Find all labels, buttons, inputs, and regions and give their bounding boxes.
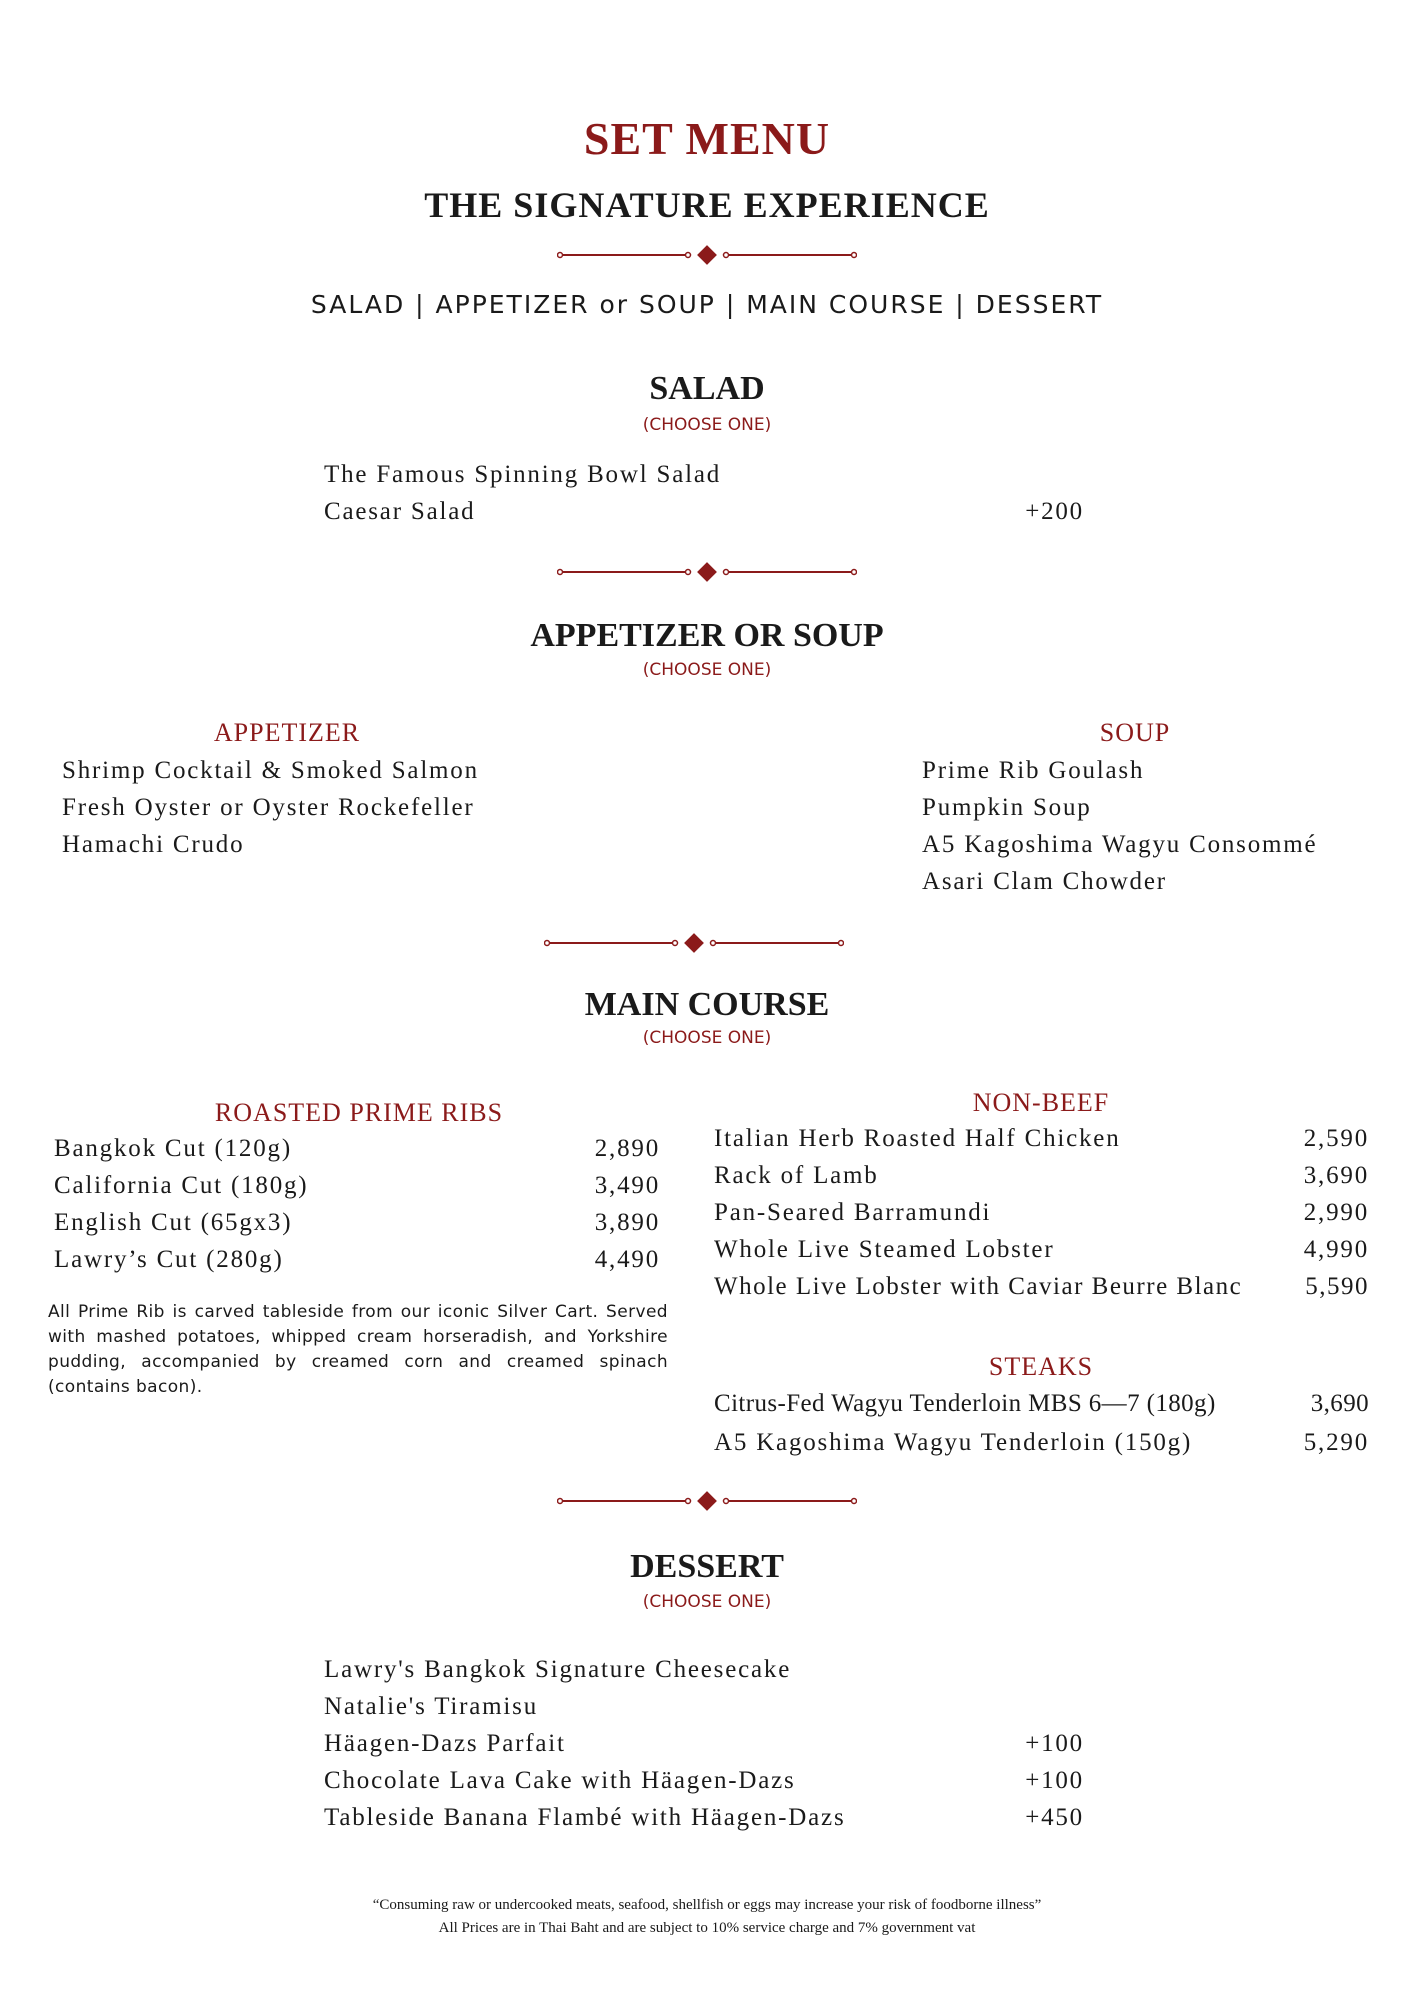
prime-ribs-list	[54, 1130, 660, 1278]
item-name: California Cut (180g)	[54, 1172, 309, 1199]
item-name: Chocolate Lava Cake with Häagen-Dazs	[324, 1767, 796, 1794]
appetizer-soup-choose: (CHOOSE ONE)	[642, 660, 772, 680]
item-name: Whole Live Lobster with Caviar Beurre Blanc	[714, 1273, 1243, 1300]
salad-choose: (CHOOSE ONE)	[642, 415, 772, 435]
list-item: Asari Clam Chowder	[922, 868, 1167, 895]
ornament-divider	[0, 1491, 1414, 1511]
appetizer-list	[62, 752, 479, 863]
menu-subtitle: THE SIGNATURE EXPERIENCE	[424, 185, 990, 225]
soup-title: SOUP	[1099, 718, 1171, 747]
ornament-icon	[557, 562, 857, 582]
dessert-title: DESSERT	[630, 1548, 784, 1585]
list-item	[54, 1204, 660, 1241]
item-price: 3,690	[1310, 1390, 1369, 1417]
ornament-divider	[0, 245, 1414, 265]
item-price: 3,490	[594, 1172, 660, 1199]
list-item	[714, 1157, 1369, 1194]
course-summary: SALAD | APPETIZER or SOUP | MAIN COURSE | DESSERT	[310, 290, 1104, 319]
appetizer-soup-title: APPETIZER OR SOUP	[530, 617, 884, 654]
list-item: Shrimp Cocktail & Smoked Salmon	[62, 757, 479, 784]
item-name: Caesar Salad	[324, 498, 476, 525]
list-item	[324, 1762, 1084, 1799]
item-price: 5,590	[1305, 1273, 1369, 1300]
ornament-divider	[544, 933, 844, 953]
item-price: 4,490	[594, 1246, 660, 1273]
item-price: +100	[1025, 1730, 1084, 1757]
list-item	[714, 1231, 1369, 1268]
list-item	[714, 1268, 1369, 1305]
list-item: Hamachi Crudo	[62, 831, 245, 858]
list-item	[714, 1120, 1369, 1157]
salad-list	[324, 456, 1084, 530]
dessert-choose: (CHOOSE ONE)	[642, 1592, 772, 1612]
salad-title: SALAD	[649, 370, 765, 407]
item-name: Tableside Banana Flambé with Häagen-Dazs	[324, 1804, 846, 1831]
list-item: Prime Rib Goulash	[922, 757, 1145, 784]
main-course-choose: (CHOOSE ONE)	[642, 1028, 772, 1048]
list-item	[54, 1241, 660, 1278]
list-item: Pumpkin Soup	[922, 794, 1092, 821]
footer-disclaimer: “Consuming raw or undercooked meats, seafood, shellfish or eggs may increase your risk of foodborne illness”	[372, 1897, 1042, 1913]
item-price: +450	[1025, 1804, 1084, 1831]
ornament-icon	[557, 1491, 857, 1511]
prime-rib-note: All Prime Rib is carved tableside from our iconic Silver Cart. Served with mashed potatoes, whipped cream horseradish, and Yorkshire pudding, accompanied by creamed corn and creamed spinach (contains bacon).	[48, 1302, 668, 1397]
list-item	[324, 493, 1084, 530]
main-course-title: MAIN COURSE	[584, 986, 830, 1023]
item-name: Lawry’s Cut (280g)	[54, 1246, 284, 1273]
list-item	[324, 456, 1084, 493]
footer-prices: All Prices are in Thai Baht and are subject to 10% service charge and 7% government vat	[438, 1920, 976, 1936]
appetizer-title: APPETIZER	[213, 718, 361, 747]
list-item	[324, 1725, 1084, 1762]
steaks-list	[714, 1384, 1369, 1462]
item-name: Natalie's Tiramisu	[324, 1693, 538, 1720]
list-item	[324, 1688, 1084, 1725]
item-name: Rack of Lamb	[714, 1162, 879, 1189]
item-name: Italian Herb Roasted Half Chicken	[714, 1125, 1121, 1152]
menu-title: SET MENU	[583, 113, 831, 164]
item-name: Whole Live Steamed Lobster	[714, 1236, 1055, 1263]
item-name: Citrus-Fed Wagyu Tenderloin MBS 6—7 (180g)	[714, 1390, 1216, 1417]
list-item	[54, 1130, 660, 1167]
item-price: 2,990	[1303, 1199, 1369, 1226]
item-name: English Cut (65gx3)	[54, 1209, 293, 1236]
item-price: +100	[1025, 1767, 1084, 1794]
steaks-title: STEAKS	[988, 1352, 1094, 1381]
prime-ribs-title: ROASTED PRIME RIBS	[214, 1098, 504, 1127]
item-price: 2,890	[594, 1135, 660, 1162]
item-price: 4,990	[1303, 1236, 1369, 1263]
non-beef-title: NON-BEEF	[972, 1088, 1110, 1117]
item-name: Pan-Seared Barramundi	[714, 1199, 992, 1226]
ornament-icon	[544, 933, 844, 953]
list-item: Fresh Oyster or Oyster Rockefeller	[62, 794, 475, 821]
soup-list	[922, 752, 1317, 900]
item-name: Häagen-Dazs Parfait	[324, 1730, 566, 1757]
item-price: 3,690	[1303, 1162, 1369, 1189]
item-name: Lawry's Bangkok Signature Cheesecake	[324, 1656, 792, 1683]
ornament-icon	[557, 245, 857, 265]
list-item	[324, 1651, 1084, 1688]
item-name: A5 Kagoshima Wagyu Tenderloin (150g)	[714, 1429, 1193, 1456]
list-item	[714, 1194, 1369, 1231]
item-price: +200	[1025, 498, 1084, 525]
item-price: 3,890	[594, 1209, 660, 1236]
ornament-divider	[0, 562, 1414, 582]
non-beef-list	[714, 1120, 1369, 1305]
list-item: A5 Kagoshima Wagyu Consommé	[922, 831, 1318, 858]
list-item	[54, 1167, 660, 1204]
item-name: The Famous Spinning Bowl Salad	[324, 461, 722, 488]
list-item	[714, 1384, 1369, 1423]
item-price: 2,590	[1303, 1125, 1369, 1152]
item-price: 5,290	[1303, 1429, 1369, 1456]
list-item	[714, 1423, 1369, 1462]
item-name: Bangkok Cut (120g)	[54, 1135, 292, 1162]
list-item	[324, 1799, 1084, 1836]
dessert-list	[324, 1651, 1084, 1836]
